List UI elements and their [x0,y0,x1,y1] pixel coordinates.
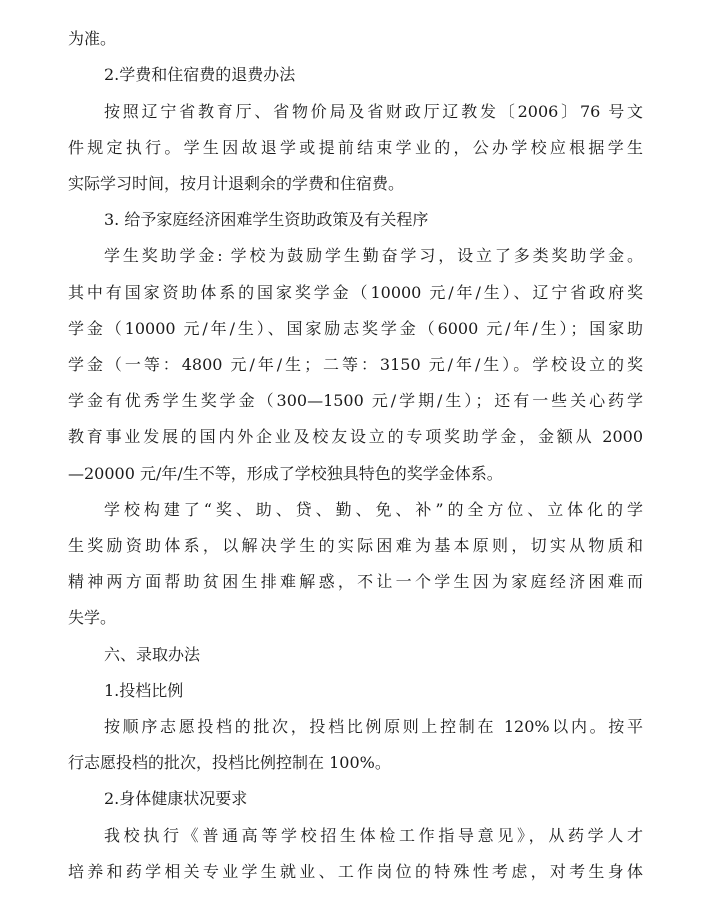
section-heading: 2.身体健康状况要求 [104,789,248,808]
paragraph-line: 按顺序志愿投档的批次，投档比例原则上控制在 120%以内。按平 [104,717,643,736]
paragraph-line: 为准。 [68,29,117,48]
paragraph-line: 培养和药学相关专业学生就业、工作岗位的特殊性考虑，对考生身体 [68,862,643,881]
paragraph-line: 实际学习时间，按月计退剩余的学费和住宿费。 [68,174,405,193]
paragraph-line: 失学。 [68,608,117,627]
paragraph-line: —20000 元/年/生不等，形成了学校独具特色的奖学金体系。 [68,464,503,483]
section-heading: 1.投档比例 [104,681,184,700]
paragraph-line: 学金有优秀学生奖学金（300—1500 元/学期/生）；还有一些关心药学 [68,391,643,410]
paragraph-line: 教育事业发展的国内外企业及校友设立的专项奖助学金，金额从 2000 [68,427,643,446]
paragraph-line: 其中有国家资助体系的国家奖学金（10000 元/年/生）、辽宁省政府奖 [68,283,643,302]
paragraph-line: 生奖励资助体系，以解决学生的实际困难为基本原则，切实从物质和 [68,536,643,555]
chapter-heading: 六、录取办法 [104,645,201,664]
paragraph-line: 按照辽宁省教育厅、省物价局及省财政厅辽教发〔2006〕76 号文 [104,102,643,121]
section-heading: 3. 给予家庭经济困难学生资助政策及有关程序 [104,210,429,229]
paragraph-line: 学校构建了“奖、助、贷、勤、免、补”的全方位、立体化的学 [104,500,643,519]
paragraph-line: 件规定执行。学生因故退学或提前结束学业的，公办学校应根据学生 [68,138,643,157]
section-heading: 2.学费和住宿费的退费办法 [104,65,296,84]
paragraph-line: 行志愿投档的批次，投档比例控制在 100%。 [68,753,391,772]
paragraph-line: 我校执行《普通高等学校招生体检工作指导意见》，从药学人才 [104,826,643,845]
paragraph-line: 精神两方面帮助贫困生排难解惑，不让一个学生因为家庭经济困难而 [68,572,643,591]
paragraph-line: 学金（一等：4800 元/年/生；二等：3150 元/年/生）。学校设立的奖 [68,355,643,374]
paragraph-line: 学金（10000 元/年/生）、国家励志奖学金（6000 元/年/生）；国家助 [68,319,643,338]
paragraph-line: 学生奖助学金: 学校为鼓励学生勤奋学习，设立了多类奖助学金。 [104,246,643,265]
